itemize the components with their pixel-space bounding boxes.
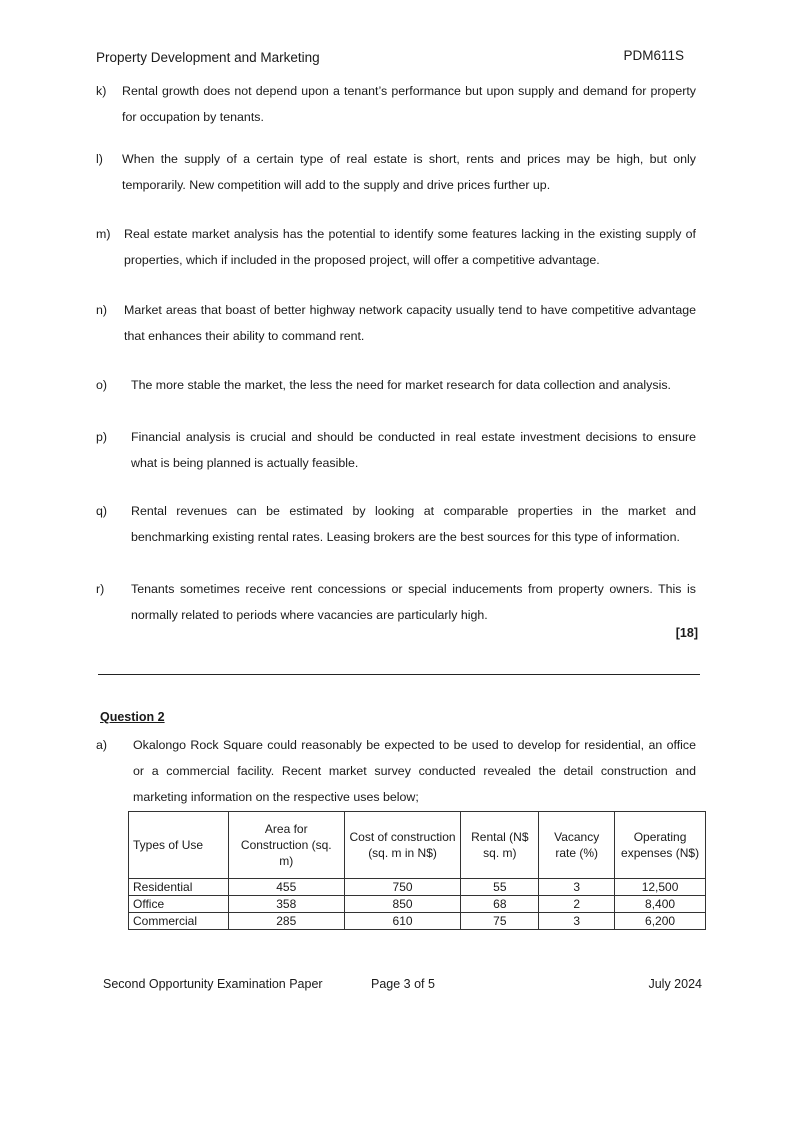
statement-p bbox=[96, 424, 696, 476]
statement-text: The more stable the market, the less the need for market research for data collection and analysis. bbox=[131, 378, 671, 392]
cell-vacancy: 3 bbox=[539, 879, 615, 896]
construction-data-table bbox=[128, 811, 706, 930]
statement-text: Tenants sometimes receive rent concessions or special inducements from property owners. This is normally related to periods where vacancies are particularly high. bbox=[131, 582, 696, 622]
header-types-of-use: Types of Use bbox=[129, 812, 229, 879]
cell-rental: 68 bbox=[461, 896, 539, 913]
header-cost: Cost of construction (sq. m in N$) bbox=[344, 812, 461, 879]
cell-cost: 610 bbox=[344, 913, 461, 930]
statement-label: o) bbox=[96, 378, 108, 392]
header-operating-expenses: Operating expenses (N$) bbox=[615, 812, 706, 879]
footer-date: July 2024 bbox=[648, 977, 702, 991]
cell-use: Office bbox=[129, 896, 229, 913]
statement-text: Rental revenues can be estimated by looking at comparable properties in the market and benchmarking existing rental rates. Leasing brokers are the best sources for this type of information. bbox=[131, 504, 696, 544]
cell-expenses: 12,500 bbox=[615, 879, 706, 896]
header-vacancy: Vacancy rate (%) bbox=[539, 812, 615, 879]
statement-text: Market areas that boast of better highway network capacity usually tend to have competitive advantage that enhances their ability to command rent. bbox=[124, 303, 696, 343]
question-2-title: Question 2 bbox=[100, 710, 165, 724]
cell-expenses: 8,400 bbox=[615, 896, 706, 913]
cell-cost: 750 bbox=[344, 879, 461, 896]
statement-text: Financial analysis is crucial and should be conducted in real estate investment decisions to ensure what is being planned is actually feasible. bbox=[131, 430, 696, 470]
statement-m bbox=[96, 221, 696, 273]
statement-label: m) bbox=[96, 227, 111, 241]
cell-rental: 55 bbox=[461, 879, 539, 896]
cell-use: Commercial bbox=[129, 913, 229, 930]
cell-vacancy: 3 bbox=[539, 913, 615, 930]
cell-area: 455 bbox=[228, 879, 344, 896]
section-divider bbox=[98, 674, 700, 675]
cell-area: 358 bbox=[228, 896, 344, 913]
question-2a bbox=[96, 732, 696, 810]
statement-n bbox=[96, 297, 696, 349]
statement-k bbox=[96, 78, 696, 130]
statement-label: n) bbox=[96, 303, 108, 317]
table-row bbox=[129, 896, 706, 913]
cell-expenses: 6,200 bbox=[615, 913, 706, 930]
statement-label: r) bbox=[96, 582, 105, 596]
statement-label: l) bbox=[96, 152, 103, 166]
table-header-row bbox=[129, 812, 706, 879]
statement-label: k) bbox=[96, 84, 107, 98]
statement-text: Rental growth does not depend upon a tenant’s performance but upon supply and demand for property for occupation by tenants. bbox=[122, 84, 696, 124]
course-title: Property Development and Marketing bbox=[96, 50, 320, 65]
header-rental: Rental (N$ sq. m) bbox=[461, 812, 539, 879]
footer-page-number: Page 3 of 5 bbox=[371, 977, 435, 991]
table-row bbox=[129, 879, 706, 896]
statement-l bbox=[96, 146, 696, 198]
statement-text: When the supply of a certain type of real estate is short, rents and prices may be high, but only temporarily. New competition will add to the supply and drive prices further up. bbox=[122, 152, 696, 192]
course-code: PDM611S bbox=[623, 48, 684, 63]
statement-label: q) bbox=[96, 504, 108, 518]
table-row bbox=[129, 913, 706, 930]
statement-label: p) bbox=[96, 430, 108, 444]
statement-r bbox=[96, 576, 696, 628]
cell-use: Residential bbox=[129, 879, 229, 896]
question-2a-text: Okalongo Rock Square could reasonably be expected to be used to develop for residential, an office or a commercial facility. Recent market survey conducted revealed the detail construction and marketing information on the respective uses below; bbox=[133, 738, 696, 804]
cell-vacancy: 2 bbox=[539, 896, 615, 913]
total-marks: [18] bbox=[675, 626, 698, 640]
cell-rental: 75 bbox=[461, 913, 539, 930]
header-area: Area for Construction (sq. m) bbox=[228, 812, 344, 879]
footer-exam-name: Second Opportunity Examination Paper bbox=[103, 977, 323, 991]
statement-text: Real estate market analysis has the potential to identify some features lacking in the existing supply of properties, which if included in the proposed project, will offer a competitive advantage. bbox=[124, 227, 696, 267]
statement-q bbox=[96, 498, 696, 550]
statement-o bbox=[96, 372, 696, 398]
cell-area: 285 bbox=[228, 913, 344, 930]
cell-cost: 850 bbox=[344, 896, 461, 913]
question-2a-label: a) bbox=[96, 738, 108, 752]
